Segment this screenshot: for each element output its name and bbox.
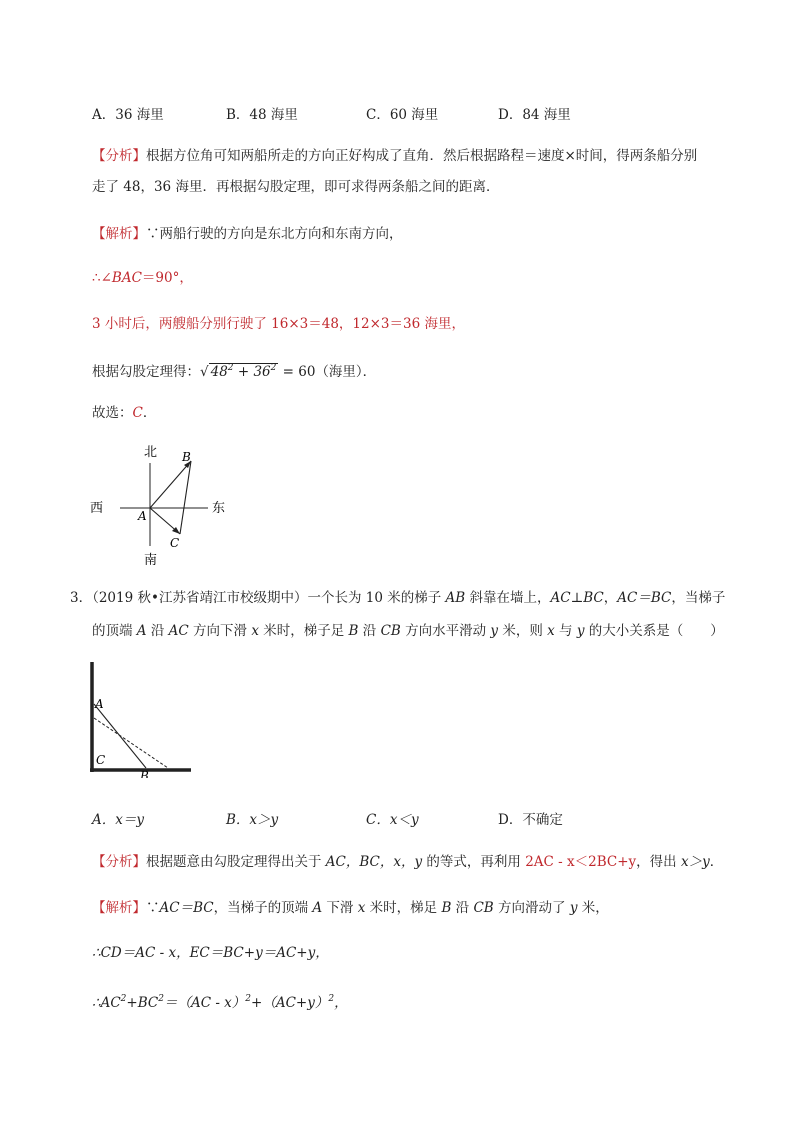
solution-text: ∵两船行驶的方向是东北方向和东南方向， [146,226,403,242]
stem-text-c: ，当梯子 [671,590,726,606]
radicand-a: 48 [210,364,228,380]
exp: 2 [245,994,252,1004]
q3-option-b: B．x＞y [226,812,279,828]
label-b: B [140,769,149,778]
solution-text: 米时，梯足 [365,900,442,916]
angle-bac: ∠BAC [100,270,142,286]
solution-var: CB [473,900,494,916]
option-a: A．36 海里 [92,107,164,123]
stem-part: 的大小关系是（ ） [584,623,724,639]
label-c: C [170,536,180,550]
option-c: C．60 海里 [366,107,439,123]
stem-equal: AC＝BC [617,590,672,606]
eq-part: ∴AC [92,995,121,1011]
q3-analysis [92,852,723,872]
q3-option-a: A．x＝y [92,812,144,828]
angle-value: ＝90°， [141,270,193,286]
sqrt-expression: √ $48^2 + 36^2$ [200,363,277,380]
stem-part: 方向水平滑动 [400,623,491,639]
eq-part: ＝（AC - x） [163,995,246,1011]
q3-solution-line3 [92,989,348,1013]
label-north: 北 [144,445,158,460]
exp-a: 2 [227,363,234,373]
q2-answer [92,403,156,423]
q3-option-c: C．x＜y [366,812,419,828]
solution-var: B [441,900,452,916]
analysis-end: ． [709,854,724,870]
stem-var-ac: AC [168,623,189,639]
stem-var-b: B [348,623,359,639]
analysis-tag: 【分析】 [92,148,146,164]
analysis-inequality: 2AC - x＜2BC+y [525,854,637,870]
radicand-b: 36 [253,364,271,380]
option-b: B．48 海里 [226,107,298,123]
pythagoras-result: = 60（海里）． [282,364,377,380]
stem-comma: ， [603,590,618,606]
label-west: 西 [90,501,104,516]
exp: 2 [328,994,335,1004]
q2-analysis-line1 [92,146,697,166]
analysis-text: 根据方位角可知两船所走的方向正好构成了直角．然后根据路程＝速度×时间，得两条船分别 [146,148,698,164]
stem-var-y2: y [576,623,585,639]
exp-b: 2 [270,363,277,373]
label-b: B [182,450,191,464]
label-c: C [96,753,106,767]
q2-solution-line4 [92,358,376,382]
q2-solution-line3: 3 小时后，两艘船分别行驶了 16×3＝48，12×3＝36 海里， [92,316,465,332]
analysis-text: 的等式，再利用 [422,854,526,870]
solution-tag: 【解析】 [92,226,146,242]
q2-analysis-line2: 走了 48，36 海里．再根据勾股定理，即可求得两条船之间的距离． [92,179,500,195]
stem-var-y: y [490,623,499,639]
analysis-vars: AC，BC，x，y [325,854,423,870]
stem-var-x2: x [547,623,555,639]
q3-solution-line2: ∴CD＝AC - x，EC＝BC+y＝AC+y， [92,945,329,961]
solution-var: A [312,900,323,916]
label-a: A [95,697,104,711]
solution-text: ，当梯子的顶端 [213,900,313,916]
exp: 2 [158,994,164,1004]
analysis-text: 根据题意由勾股定理得出关于 [146,854,326,870]
stem-var-x: x [251,623,259,639]
stem-text-b: 斜靠在墙上， [465,590,551,606]
solution-text: 米， [577,900,609,916]
because-symbol: ∵ [146,900,160,916]
label-south: 南 [144,553,158,568]
stem-part: 米时，梯子足 [258,623,349,639]
solution-var: x [357,900,366,916]
q3-stem-line1 [70,588,725,608]
stem-part: 方向下滑 [188,623,252,639]
solution-var: y [569,900,578,916]
answer-letter: C [132,405,143,421]
stem-var-a: A [136,623,147,639]
ladder-diagram [88,660,198,782]
solution-text: 沿 [451,900,474,916]
q3-solution-line1 [92,898,609,918]
eq-part: +（AC+y） [251,995,329,1011]
solution-text: 下滑 [322,900,358,916]
label-east: 东 [212,501,226,516]
option-d: D．84 海里 [498,107,571,123]
stem-ab: AB [445,590,466,606]
stem-part: 的顶端 [92,623,137,639]
solution-eq: AC＝BC [159,900,214,916]
exp: 2 [120,994,127,1004]
compass-diagram [80,438,240,577]
analysis-tag: 【分析】 [92,854,146,870]
stem-part: 与 [554,623,577,639]
analysis-text: ，得出 [636,854,681,870]
answer-end: ． [142,405,157,421]
stem-part: 沿 [146,623,169,639]
solution-tag: 【解析】 [92,900,146,916]
q2-solution-line2 [92,268,193,288]
stem-part: 米，则 [498,623,548,639]
q3-stem-line2 [92,621,724,641]
stem-perp: AC⊥BC [550,590,604,606]
solution-text: 方向滑动了 [493,900,570,916]
q2-solution-line1 [92,224,403,244]
analysis-result: x＞y [680,854,710,870]
eq-part: +BC [126,995,159,1011]
answer-lead: 故选： [92,405,133,421]
eq-end: ， [334,995,348,1011]
label-a: A [138,509,147,523]
stem-var-cb: CB [380,623,401,639]
q3-option-d: D．不确定 [498,812,563,828]
stem-part: 沿 [358,623,381,639]
stem-text-a: 3．（2019 秋•江苏省靖江市校级期中）一个长为 10 米的梯子 [70,590,446,606]
therefore-symbol: ∴ [92,270,101,286]
pythagoras-lead: 根据勾股定理得： [92,364,200,380]
